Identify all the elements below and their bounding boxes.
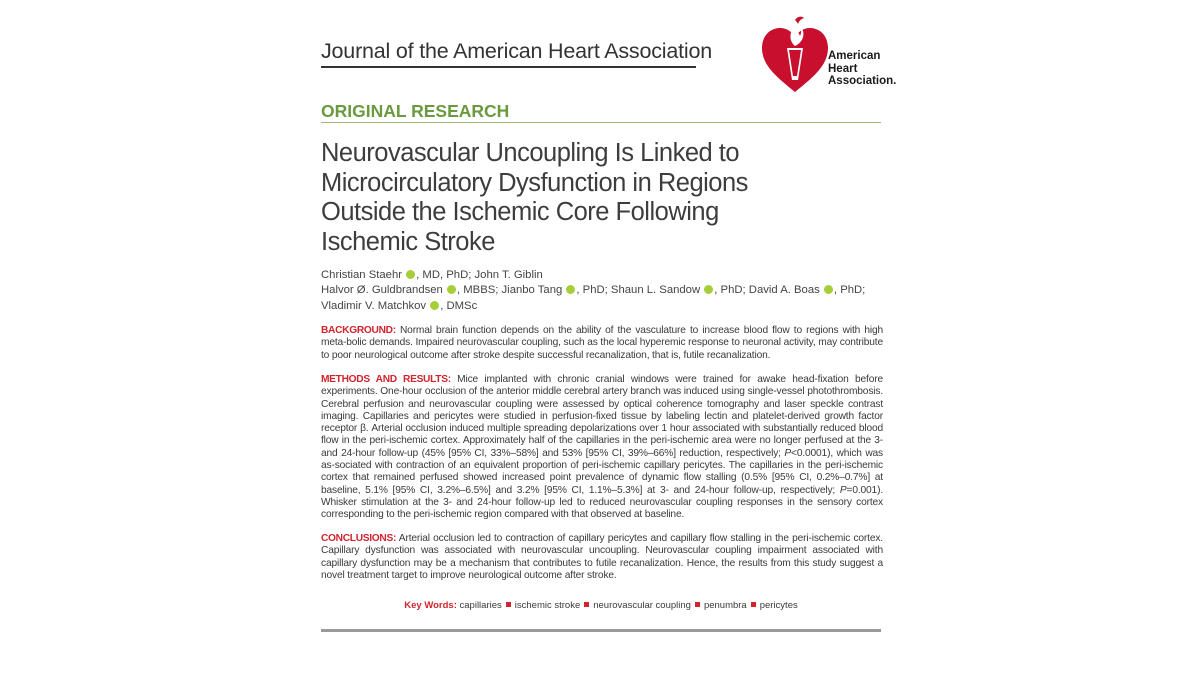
author-credentials: , PhD; [833, 284, 866, 297]
logo-line-2: Heart [828, 62, 858, 75]
conclusions-label: CONCLUSIONS: [321, 533, 397, 544]
author-credentials: , MBBS; Jianbo Tang [456, 284, 563, 297]
methods-label: METHODS AND RESULTS: [321, 374, 451, 385]
keyword[interactable]: neurovascular coupling [593, 600, 691, 611]
background-label: BACKGROUND: [321, 325, 396, 336]
bullet-icon [584, 602, 589, 607]
author-name: Christian Staehr [321, 269, 402, 281]
keyword[interactable]: pericytes [759, 600, 798, 611]
orcid-icon[interactable] [447, 285, 456, 294]
article-title [321, 139, 881, 257]
conclusions-text: Arterial occlusion led to contraction of capillary pericytes and capillary flow stalling in the peri-ischemic cortex. Capillary dysfunction was associated with neurovascular uncoupling. Neurovascular coupling impairment associated with capillary dysfunction may be a mechanism that contributes to futile recanalization. Hence, the results from this study suggest a novel treatment target to improve neurological outcome after stroke. [321, 533, 883, 581]
title-line: Microcirculatory Dysfunction in Regions [321, 168, 748, 197]
logo-line-3: Association. [828, 75, 897, 87]
author-line [321, 299, 881, 314]
journal-underline [321, 66, 696, 68]
author-credentials: , PhD; David A. Boas [714, 284, 820, 297]
abstract-background [321, 325, 883, 362]
orcid-icon[interactable] [704, 285, 713, 294]
p-value-symbol: P [839, 484, 847, 496]
keywords [321, 600, 881, 611]
logo-line-1: American [828, 50, 881, 62]
bullet-icon [506, 602, 511, 607]
keywords-label: Key Words: [404, 600, 457, 611]
author-credentials: , DMSc [440, 299, 478, 312]
author-line [321, 268, 881, 283]
methods-text: =0.001). Whisker stimulation at the 3- and 24-hour follow-up led to reduced neurovascular coupling responses in the sensory cortex corresponding to the peri-ischemic region compared with that observed at baseline. [321, 484, 883, 521]
aha-logo-text [828, 50, 896, 88]
journal-name: Journal of the American Heart Association [321, 39, 712, 63]
author-credentials: , PhD; Shaun L. Sandow [576, 284, 701, 297]
background-text: Normal brain function depends on the ability of the vasculature to increase blood flow to regions with high meta-bolic demands. Impaired neurovascular coupling, such as the local hyperemic response to neuronal activity, may contribute to poor neurological outcome after stroke despite successful recanalization, that is, futile recanalization. [321, 325, 883, 361]
methods-text: Mice implanted with chronic cranial windows were trained for awake head-fixation before experiments. One-hour occlusion of the anterior middle cerebral artery branch was induced using single-vessel photothrombosis. Cerebral perfusion and neurovascular coupling were assessed by optical coherence tomography and laser speckle contrast imaging. Capillaries and pericytes were studied in perfusion-fixed tissue by labeling lectin and platelet-derived growth factor receptor β. Arterial occlusion induced multiple spreading depolarizations over 1 hour associated with substantially reduced blood flow in the peri-ischemic cortex. Approximately half of the capillaries in the peri-ischemic area were no longer perfused at the 3- and 24-hour follow-up (45% [95% CI, 33%–58%] and 53% [95% CI, 39%–66%] reduction, respectively; [321, 374, 883, 459]
methods-text: <0.0001), which was as-sociated with contraction of an equivalent proportion of peri-ischemic capillary pericytes. The capillaries in the peri-ischemic cortex that remained perfused showed increased point prevalence of dynamic flow stalling (0.5% [95% CI, 0.2%–0.7%] at baseline, 5.1% [95% CI, 3.2%–6.5%] and 3.2% [95% CI, 1.1%–5.3%] at 3- and 24-hour follow-up, respectively; [321, 447, 883, 496]
title-line: Ischemic Stroke [321, 227, 495, 256]
author-line [321, 283, 881, 298]
author-name: Halvor Ø. Guldbrandsen [321, 284, 443, 297]
aha-logo [760, 14, 910, 96]
author-list [321, 268, 881, 314]
section-label: ORIGINAL RESEARCH [321, 101, 510, 121]
author-credentials: , MD, PhD; John T. Giblin [416, 269, 543, 281]
keyword[interactable]: capillaries [459, 600, 502, 611]
orcid-icon[interactable] [430, 301, 439, 310]
orcid-icon[interactable] [824, 285, 833, 294]
keyword[interactable]: penumbra [703, 600, 747, 611]
bottom-divider [321, 629, 881, 632]
bullet-icon [751, 602, 756, 607]
author-name: Vladimir V. Matchkov [321, 299, 427, 312]
bullet-icon [695, 602, 700, 607]
p-value-symbol: P [784, 447, 792, 459]
abstract-conclusions [321, 533, 883, 582]
abstract-methods-results [321, 374, 883, 522]
heart-torch-icon [760, 14, 830, 96]
title-line: Outside the Ischemic Core Following [321, 198, 719, 226]
section-divider [321, 122, 881, 123]
title-line: Neurovascular Uncoupling Is Linked to [321, 139, 740, 167]
orcid-icon[interactable] [406, 270, 415, 279]
orcid-icon[interactable] [566, 285, 575, 294]
keyword[interactable]: ischemic stroke [514, 600, 581, 611]
